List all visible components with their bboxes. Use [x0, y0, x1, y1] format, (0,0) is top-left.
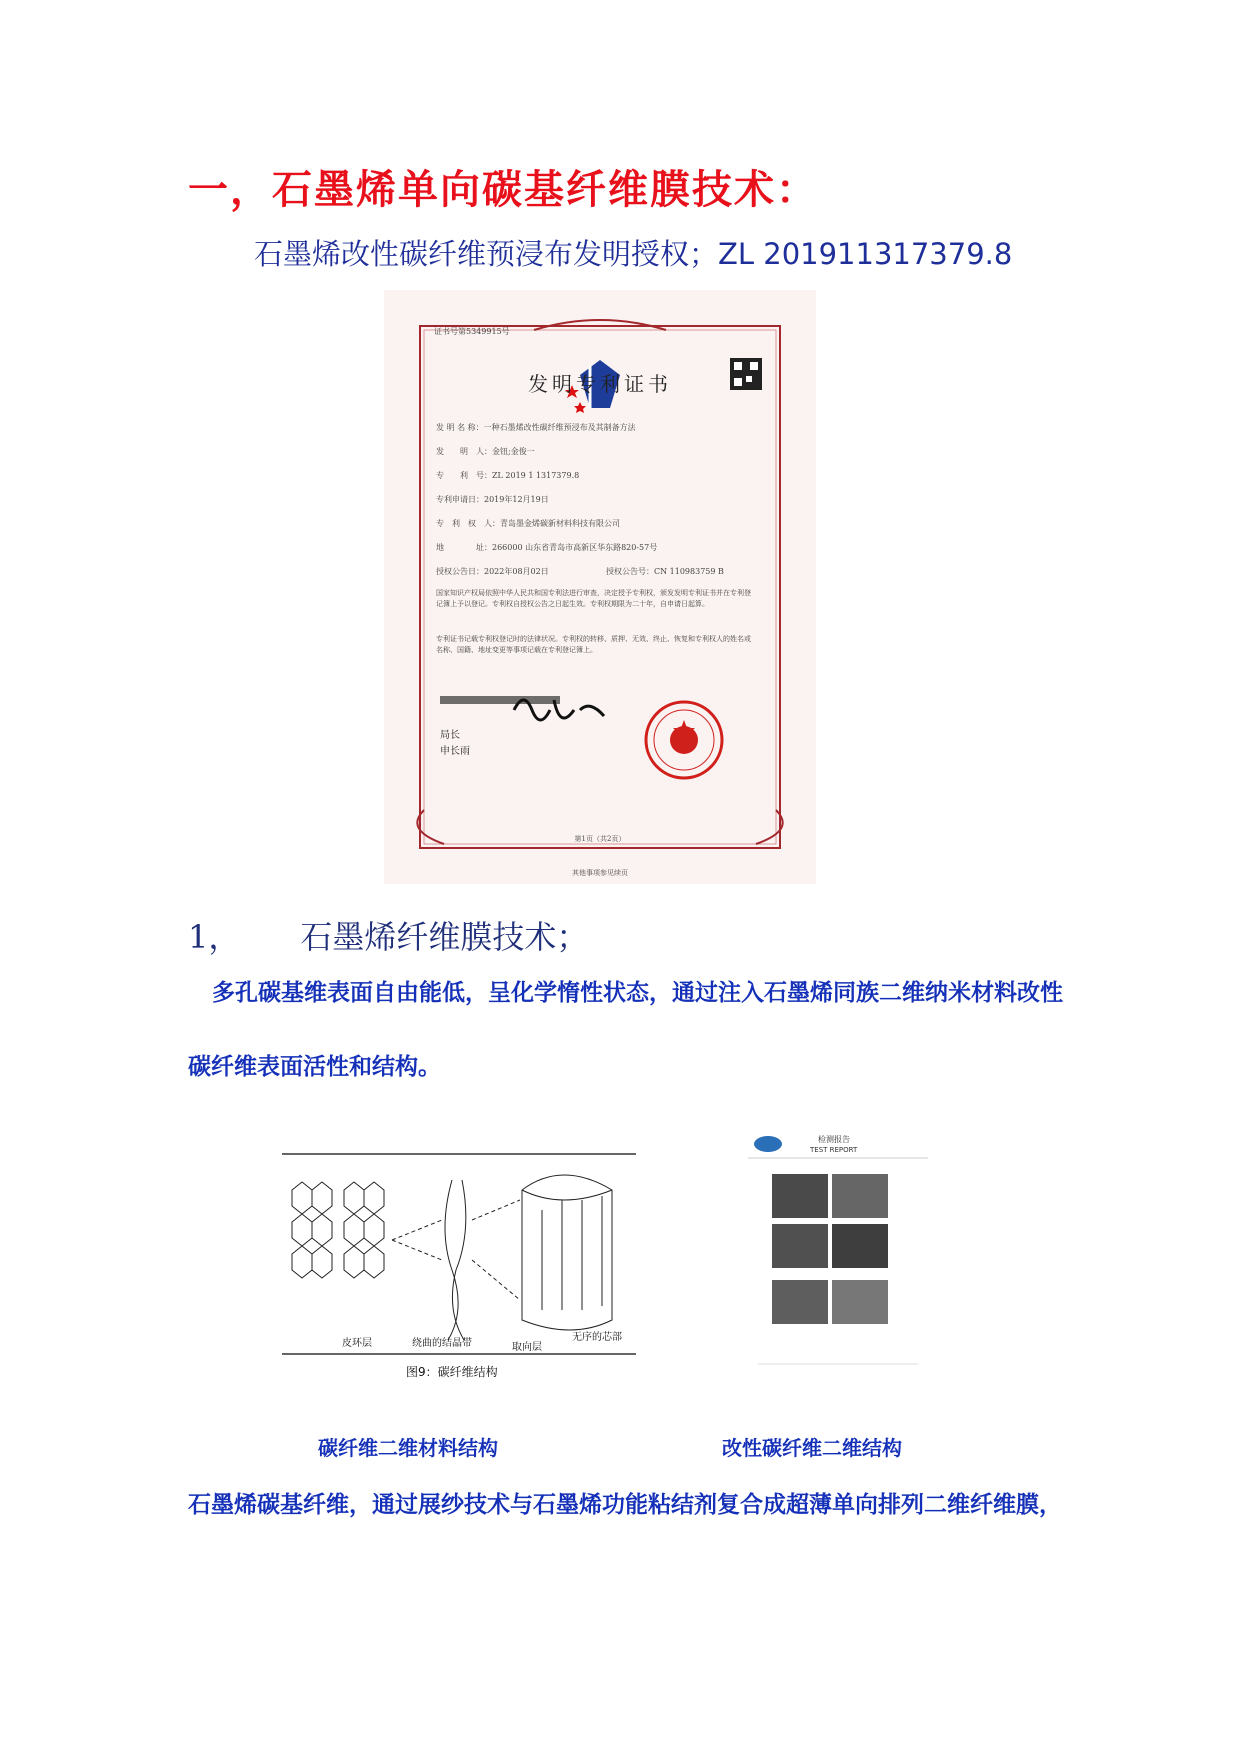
page-info: 第1页（共2页）	[574, 835, 626, 843]
official-seal	[646, 702, 722, 778]
barcode	[440, 696, 560, 704]
patent-certificate	[384, 290, 816, 884]
section-heading	[188, 912, 588, 958]
certificate-title: 发明专利证书	[528, 372, 672, 396]
section-number: 1，	[188, 918, 241, 956]
patent-holder: 专 利 权 人：青岛墨金烯碳新材料科技有限公司	[436, 519, 620, 528]
test-report-image	[748, 1128, 928, 1378]
report-title-cn: 检测报告	[818, 1135, 850, 1144]
patent-subtitle: 石墨烯改性碳纤维预浸布发明授权；ZL 201911317379.8	[254, 237, 1013, 271]
director-name: 申长雨	[440, 746, 470, 757]
report-title-en: TEST REPORT	[810, 1146, 858, 1154]
filing-date: 专利申请日：2019年12月19日	[436, 495, 549, 504]
certificate-footer: 其他事项参见续页	[572, 869, 628, 877]
address: 地 址：266000 山东省青岛市高新区华东路820-57号	[436, 543, 658, 552]
paragraph-graphene-film: 石墨烯碳基纤维，通过展纱技术与石墨烯功能粘结剂复合成超薄单向排列二维纤维膜，	[188, 1492, 1062, 1518]
label-disordered-core: 无序的芯部	[572, 1332, 622, 1343]
fiber-diagram	[282, 1150, 636, 1384]
label-skin-layer: 皮环层	[342, 1338, 372, 1349]
paragraph-intro: 多孔碳基维表面自由能低，呈化学惰性状态，通过注入石墨烯同族二维纳米材料改性碳纤维表面活性和结构。	[188, 980, 1063, 1080]
director-label: 局长	[440, 730, 460, 741]
invention-name: 发 明 名 称：一种石墨烯改性碳纤维预浸布及其制备方法	[436, 423, 636, 432]
certificate-body-2: 专利证书记载专利权登记时的法律状况。专利权的转移、质押、无效、终止、恢复和专利权人的姓名或名称、国籍、地址变更等事项记载在专利登记簿上。	[436, 635, 751, 654]
label-oriented-layer: 取向层	[512, 1342, 542, 1353]
patent-number: 专 利 号：ZL 2019 1 1317379.8	[436, 471, 580, 480]
label-crystal-band: 绕曲的结晶带	[412, 1338, 472, 1349]
certificate-body: 国家知识产权局依照中华人民共和国专利法进行审查，决定授予专利权，颁发发明专利证书并在专利登记簿上予以登记。专利权自授权公告之日起生效。专利权期限为二十年，自申请日起算。	[436, 589, 751, 608]
inventor: 发 明 人：金钮;金俊一	[436, 447, 535, 456]
certificate-number: 证书号第5349915号	[434, 327, 510, 336]
lab-logo	[754, 1136, 782, 1152]
grant-date: 授权公告日：2022年08月02日	[436, 567, 549, 576]
caption-modified-fiber-2d: 改性碳纤维二维结构	[722, 1436, 902, 1460]
page-title: 一，石墨烯单向碳基纤维膜技术：	[188, 167, 818, 213]
section-title: 石墨烯纤维膜技术；	[300, 918, 589, 956]
figure1-caption: 图9：碳纤维结构	[406, 1365, 498, 1379]
caption-carbon-fiber-2d: 碳纤维二维材料结构	[318, 1436, 498, 1460]
grant-number: 授权公告号：CN 110983759 B	[606, 567, 724, 576]
test-report-figure	[748, 1128, 928, 1378]
carbon-fiber-structure-figure	[282, 1150, 636, 1384]
